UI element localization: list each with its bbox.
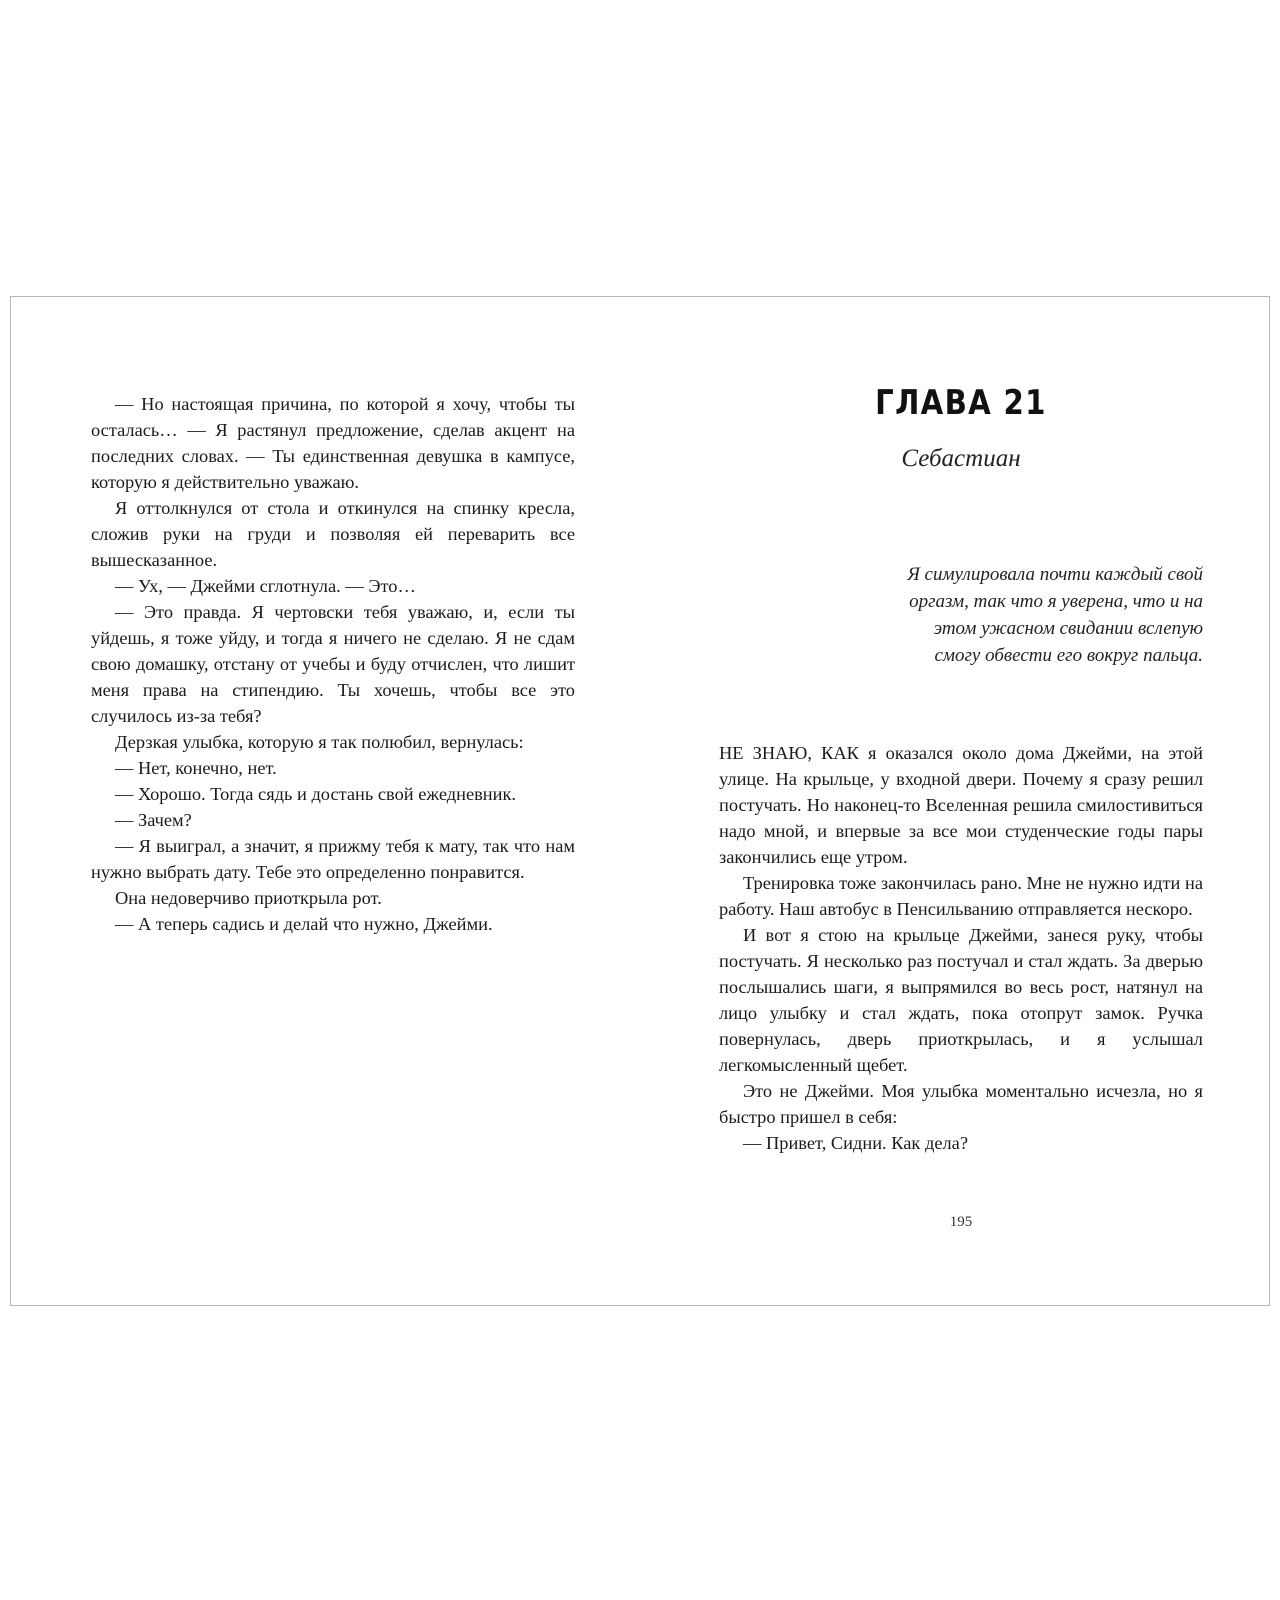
left-paragraph-1: — Но настоящая причина, по которой я хочу, чтобы ты осталась… — Я растянул предложение, сделав акцент на последних словах. — Ты единственная девушка в кампусе, которую я действительно уважаю.	[91, 394, 575, 492]
left-paragraph-11: — А теперь садись и делай что нужно, Джейми.	[115, 914, 493, 934]
left-paragraph-6: — Нет, конечно, нет.	[115, 758, 277, 778]
left-paragraph-5: Дерзкая улыбка, которую я так полюбил, вернулась:	[115, 732, 524, 752]
right-paragraph-5: — Привет, Сидни. Как дела?	[743, 1133, 968, 1153]
epigraph-line: этом ужасном свидании вслепую	[933, 618, 1203, 639]
left-page	[91, 391, 575, 937]
epigraph	[719, 561, 1203, 669]
right-paragraph-2: Тренировка тоже закончилась рано. Мне не нужно идти на работу. Наш автобус в Пенсильванию отправляется нескоро.	[719, 873, 1203, 919]
right-page	[719, 373, 1203, 1156]
right-body-text	[719, 740, 1203, 1156]
epigraph-line: оргазм, так что я уверена, что и на	[909, 591, 1203, 612]
left-paragraph-10: Она недоверчиво приоткрыла рот.	[115, 888, 382, 908]
right-paragraph-1: НЕ ЗНАЮ, КАК я оказался около дома Джейми, на этой улице. На крыльце, у входной двери. Почему я сразу решил постучать. Но наконец-то Вселенная решила смилостивиться надо мной, и впервые за все мои студенческие годы пары закончились еще утром.	[719, 743, 1203, 867]
page-number: 195	[949, 1214, 973, 1230]
left-paragraph-9: — Я выиграл, а значит, я прижму тебя к мату, так что нам нужно выбрать дату. Тебе это определенно понравится.	[91, 836, 575, 882]
chapter-title: ГЛАВА 21	[875, 383, 1047, 423]
left-paragraph-3: — Ух, — Джейми сглотнула. — Это…	[115, 576, 416, 596]
right-paragraph-4: Это не Джейми. Моя улыбка моментально исчезла, но я быстро пришел в себя:	[719, 1081, 1203, 1127]
book-spread	[10, 296, 1270, 1306]
left-paragraph-2: Я оттолкнулся от стола и откинулся на спинку кресла, сложив руки на груди и позволяя ей переварить все вышесказанное.	[91, 498, 575, 570]
left-paragraph-4: — Это правда. Я чертовски тебя уважаю, и, если ты уйдешь, я тоже уйду, и тогда я ничего не сделаю. Я не сдам свою домашку, отстану от учебы и буду отчислен, что лишит меня права на стипендию. Ты хочешь, чтобы все это случилось из-за тебя?	[91, 602, 575, 726]
epigraph-line: смогу обвести его вокруг пальца.	[934, 645, 1203, 666]
left-paragraph-8: — Зачем?	[115, 810, 192, 830]
left-paragraph-7: — Хорошо. Тогда сядь и достань свой ежедневник.	[115, 784, 517, 804]
chapter-subtitle: Себастиан	[901, 445, 1021, 472]
epigraph-line: Я симулировала почти каждый свой	[907, 564, 1203, 585]
right-paragraph-3: И вот я стою на крыльце Джейми, занеся руку, чтобы постучать. Я несколько раз постучал и стал ждать. За дверью послышались шаги, я выпрямился во весь рост, натянул на лицо улыбку и стал ждать, пока отопрут замок. Ручка повернулась, дверь приоткрылась, и я услышал легкомысленный щебет.	[719, 925, 1203, 1075]
